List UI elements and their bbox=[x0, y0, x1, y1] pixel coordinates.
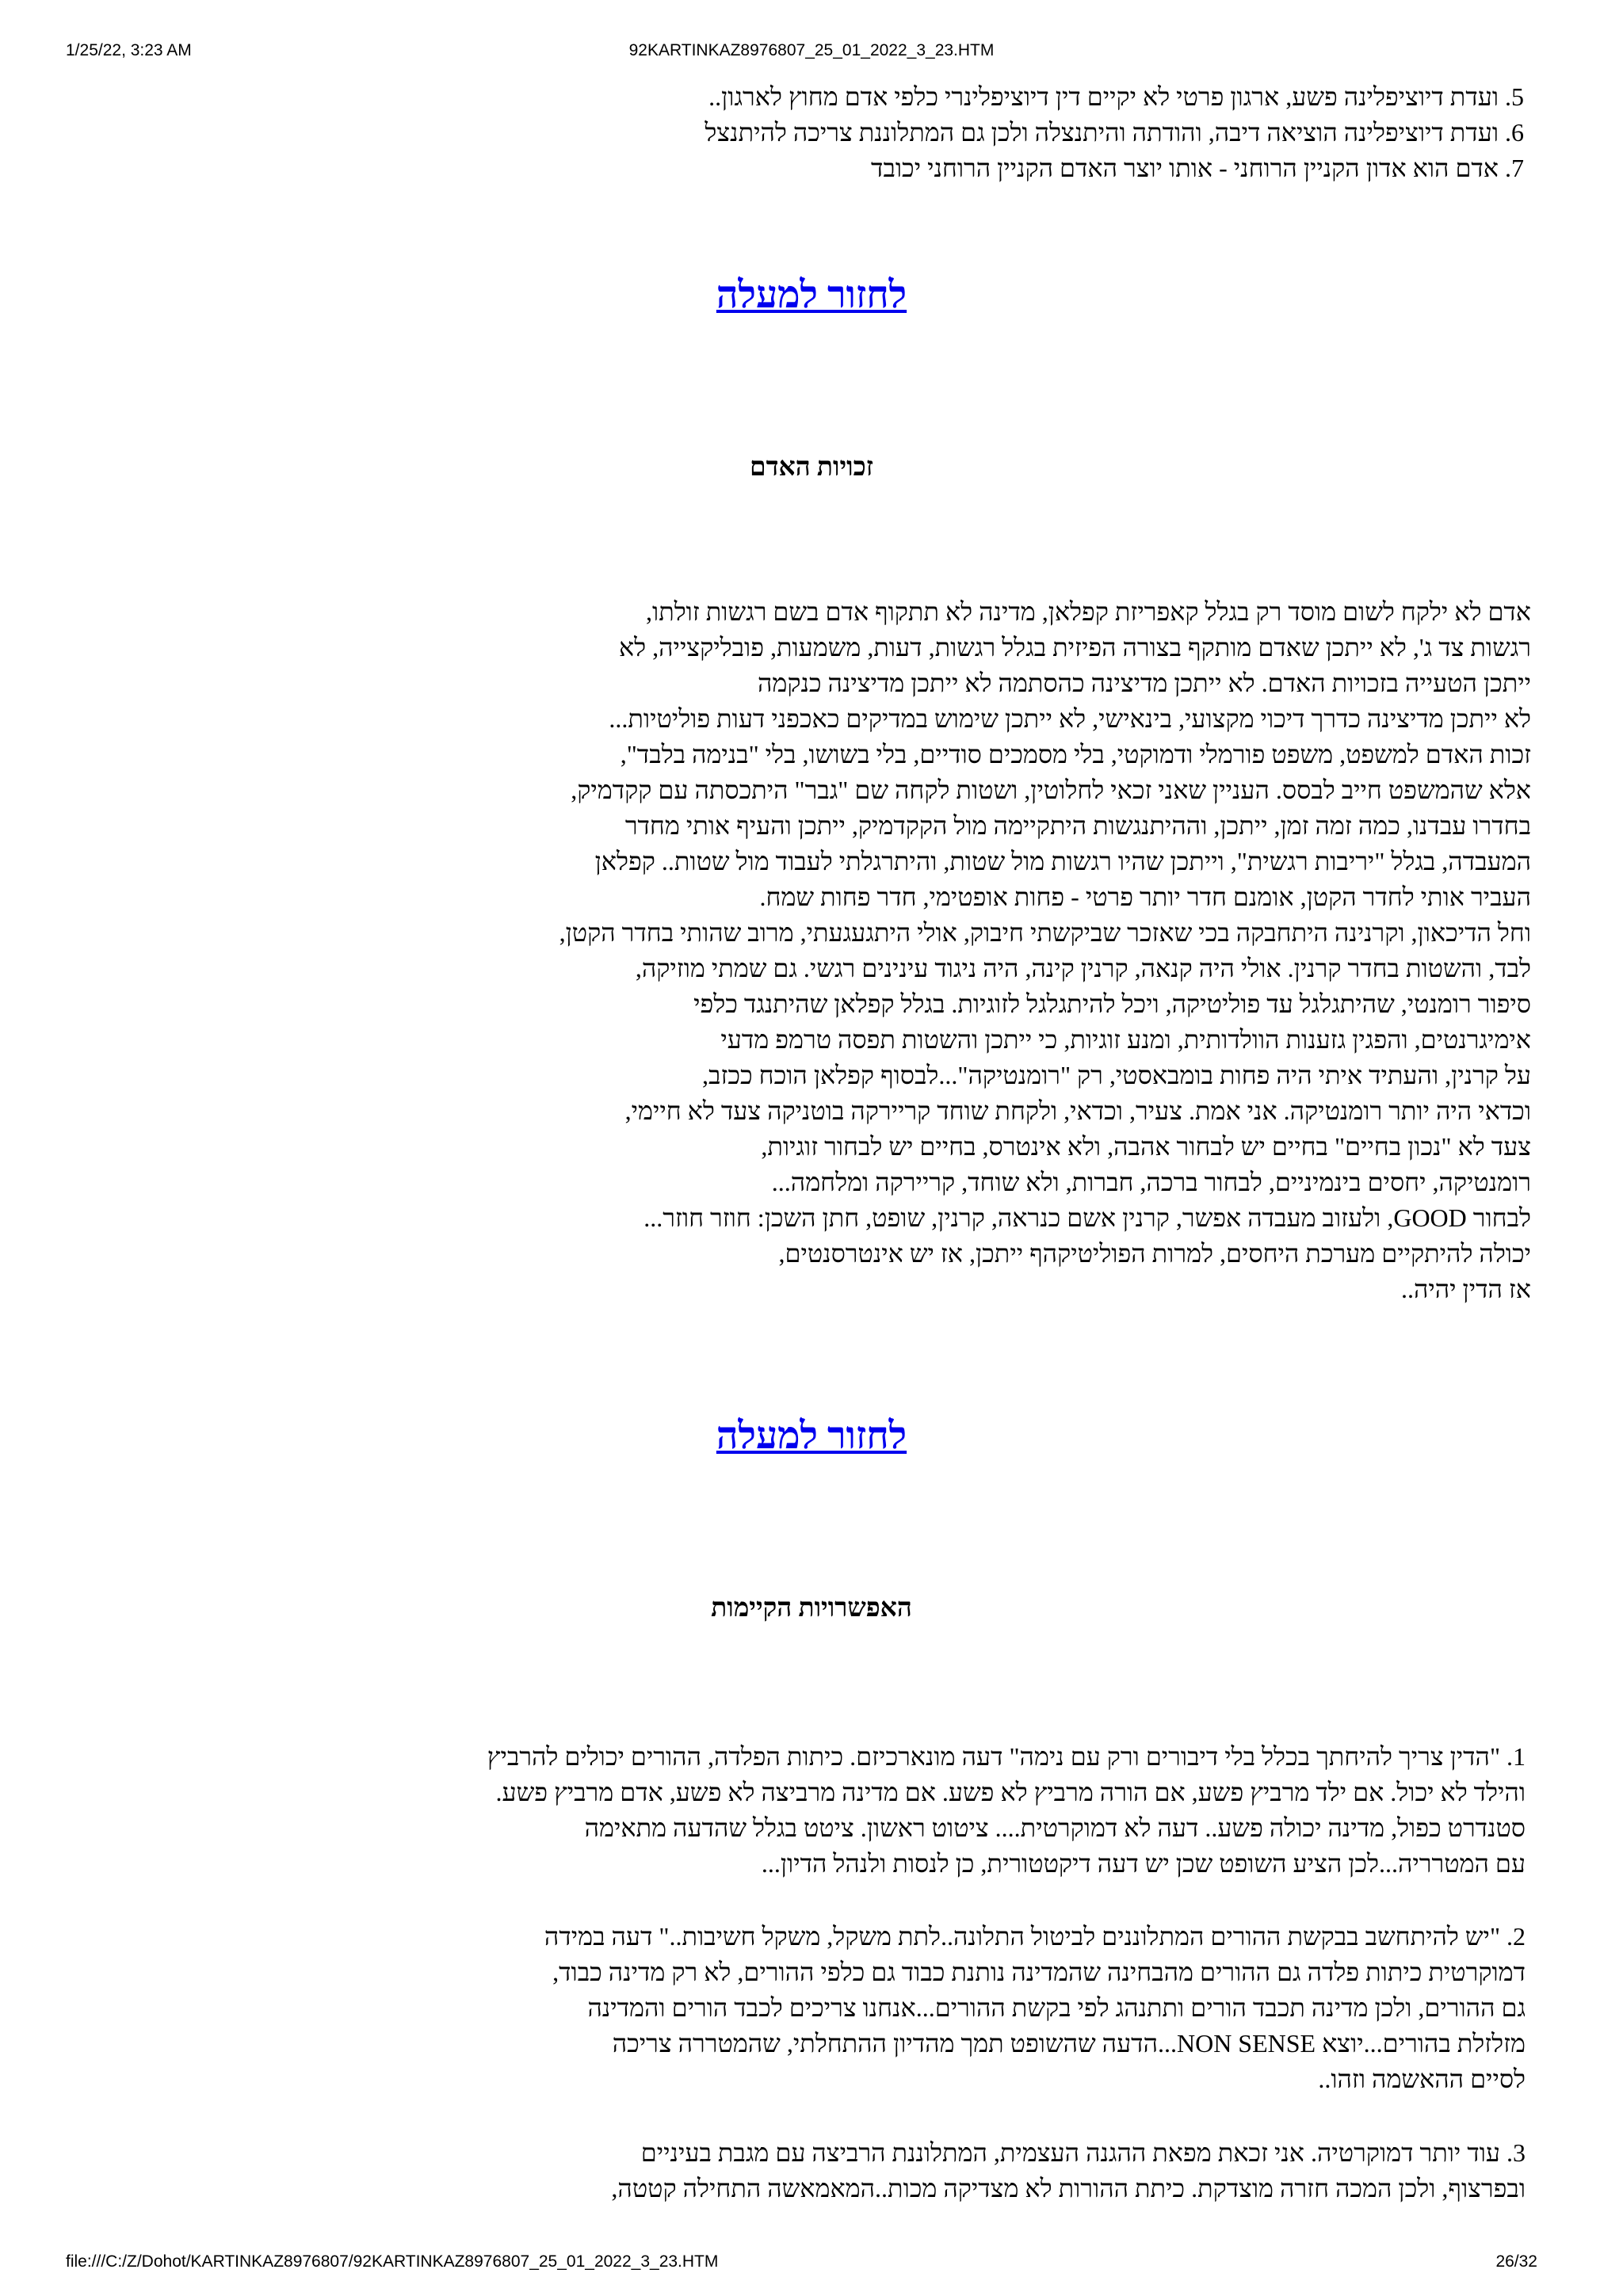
paragraph-line: אז הדין יהיה.. bbox=[1400, 1275, 1531, 1303]
paragraph-line: לסיים ההאשמה וזהו.. bbox=[1318, 2065, 1526, 2093]
paragraph-line: אלא שהמשפט חייב לבסס. העניין שאני זכאי לחלוטין, ושטות לקחה שם "גבר" היתכסתה עם קקדמיק, bbox=[571, 776, 1531, 804]
paragraph-line: על קרנין, והעתיד איתי היה פחות בומבאסטי, רק "רומנטיקה"...לבסוף קפלאן הוכח ככזב, bbox=[702, 1061, 1531, 1089]
paragraph-line: ובפרצוף, ולכן המכה חזרה מוצדקת. כיתת ההורות לא מצדיקה מכות..המאמאשה התחילה קטטה, bbox=[611, 2174, 1526, 2203]
paragraph-line: יכולה להיתקיים מערכת היחסים, למרות הפוליטיקהף ייתכן, אז יש אינטרסנטים, bbox=[778, 1239, 1531, 1268]
paragraph-line: העביר אותי לחדר הקטן, אומנם חדר יותר פרטי - פחות אופטימי, חדר פחות שמח. bbox=[759, 883, 1531, 911]
back-to-top-link[interactable]: לחזור למעלה bbox=[716, 274, 907, 316]
top-numbered-list bbox=[705, 79, 1524, 186]
paragraph-line: 2. "יש להיתחשב בבקשת ההורים המתלוננים לביטול התלונה..לתת משקל, משקל חשיבות.." דעה במידה bbox=[544, 1922, 1526, 1951]
paragraph-line: גם ההורים, ולכן מדינה תכבד הורים ותתנהג לפי בקשת ההורים...אנחנו צריכים לכבד הורים והמדינה bbox=[587, 1993, 1526, 2022]
print-file-path: file:///C:/Z/Dohot/KARTINKAZ8976807/92KARTINKAZ8976807_25_01_2022_3_23.HTM bbox=[66, 2252, 719, 2271]
options-item-1 bbox=[487, 1739, 1526, 1882]
options-item-2 bbox=[544, 1919, 1526, 2097]
paragraph-line: והילד לא יכול. אם ילד מרביץ פשע, אם הורה מרביץ לא פשע. אם מדינה מרביצה לא פשע, אדם מרביץ פשע. bbox=[495, 1778, 1526, 1806]
paragraph-line: אדם לא ילקח לשום מוסד רק בגלל קאפריזת קפלאן, מדינה לא תתקוף אדם בשם רגשות זולתו, bbox=[646, 597, 1531, 626]
paragraph-line: רגשות צד ג', לא ייתכן שאדם מותקף בצורה הפיזית בגלל רגשות, דעות, משמעות, פובליקצייה, לא bbox=[618, 633, 1531, 662]
paragraph-line: וחל הדיכאון, וקרנינה היתחבקה בכי שאזכר שביקשתי חיבוק, אולי היתגעגעתי, מרוב שהותי בחדר הקטן, bbox=[559, 918, 1531, 947]
paragraph-line: לבד, והשטות בחדר קרנין. אולי היה קנאה, קרנין קינה, היה ניגוד עינינים רגשי. גם שמתי מוזיקה, bbox=[635, 954, 1531, 982]
paragraph-line: עם המטרריה...לכן הציע השופט שכן יש דעה דיקטטורית, כן לנסות ולנהל הדיון... bbox=[761, 1849, 1526, 1878]
options-item-3 bbox=[611, 2135, 1526, 2206]
back-to-top-link[interactable]: לחזור למעלה bbox=[716, 1415, 907, 1457]
paragraph-line: 3. עוד יותר דמוקרטיה. אני זכאת מפאת ההגנה העצמית, המתלוננת הרביצה עם מגבת בעיניים bbox=[640, 2138, 1526, 2167]
paragraph-line: זכות האדם למשפט, משפט פורמלי ודמוקטי, בלי מסמכים סודיים, בלי בשושו, בלי "בנימה בלבד", bbox=[620, 740, 1531, 769]
paragraph-line: דמוקרטית כיתות פלדה גם ההורים מהבחינה שהמדינה נותנת כבוד גם כלפי ההורים, לא רק מדינה כבוד, bbox=[552, 1958, 1526, 1986]
paragraph-line: מזלזלת בהורים...יוצא NON SENSE...הדעה שהשופט תמך מהדיון ההתחלתי, שהמטררה צריכה bbox=[612, 2029, 1526, 2058]
human-rights-paragraph bbox=[559, 594, 1531, 1307]
paragraph-line: סטנדרט כפול, מדינה יכולה פשע.. דעה לא דמוקרטית.... ציטוט ראשון. ציטט בגלל שהדעה מתאימה bbox=[584, 1814, 1526, 1842]
paragraph-line: צעד לא "נכון בחיים" בחיים יש לבחור אהבה, ולא אינטרס, בחיים יש לבחור זוגיות, bbox=[761, 1132, 1531, 1161]
list-item: 5. ועדת דיוציפלינה פשע, ארגון פרטי לא יקיים דין דיוציפלינרי כלפי אדם מחוץ לארגון.. bbox=[708, 82, 1524, 111]
print-filename: 92KARTINKAZ8976807_25_01_2022_3_23.HTM bbox=[628, 41, 995, 59]
section-title-human-rights: זכויות האדם bbox=[750, 453, 873, 482]
section-title-options: האפשרויות הקיימות bbox=[711, 1594, 912, 1623]
paragraph-line: בחדרו עבדנו, כמה זמה זמן, ייתכן, וההיתנגשות היתקיימה מול הקקדמיק, ייתכן והעיף אותי מחדר bbox=[624, 811, 1531, 840]
paragraph-line: וכדאי היה יותר רומנטיקה. אני אמת. צעיר, וכדאי, ולקחת שוחד קריירקה בוטניקה צעד לא חיימי, bbox=[624, 1097, 1531, 1125]
paragraph-line: לא ייתכן מדיצינה כדרך דיכוי מקצועי, בינאישי, לא ייתכן שימוש במדיקים כאכפני דעות פוליטיות... bbox=[609, 704, 1531, 733]
paragraph-line: המעבדה, בגלל "יריבות רגשית", וייתכן שהיו רגשות מול שטות, והיתרגלתי לעבוד מול שטות.. קפלאן bbox=[594, 847, 1531, 875]
paragraph-line: 1. "הדין צריך להיחתך בכלל בלי דיבורים ורק עם נימה" דעה מונארכיזם. כיתות הפלדה, ההורים יכולים להרביץ bbox=[487, 1742, 1526, 1771]
paragraph-line: ייתכן הטעייה בזכויות האדם. לא ייתכן מדיצינה כהסתמה לא ייתכן מדיצינה כנקמה bbox=[757, 669, 1531, 697]
list-item: 7. אדם הוא אדון הקניין הרוחני - אותו יוצר האדם הקניין הרוחני יכובד bbox=[871, 154, 1524, 182]
paragraph-line: רומנטיקה, יחסים בינמיניים, לבחור ברכה, חברות, ולא שוחד, קריירקה ומלחמה... bbox=[771, 1168, 1531, 1196]
paragraph-line: לבחור GOOD, ולעזוב מעבדה אפשר, קרנין אשם כנראה, קרנין, שופט, חתן השכן: חוזר חוזר... bbox=[643, 1203, 1531, 1232]
list-item: 6. ועדת דיוציפלינה הוציאה דיבה, והודתה והיתנצלה ולכן גם המתלוננת צריכה להיתנצל bbox=[705, 118, 1524, 147]
paragraph-line: סיפור רומנטי, שהיתגלגל עד פוליטיקה, ויכל להיתגלגל לזוגיות. בגלל קפלאן שהיתנגד כלפי bbox=[693, 990, 1531, 1018]
print-page-number: 26/32 bbox=[1495, 2252, 1537, 2271]
paragraph-line: אימיגרנטים, והפגין גזענות הוולדותית, ומנע זוגיות, כי ייתכן והשטות תפסה טרמפ מדעי bbox=[720, 1025, 1531, 1054]
print-datetime: 1/25/22, 3:23 AM bbox=[66, 41, 192, 59]
